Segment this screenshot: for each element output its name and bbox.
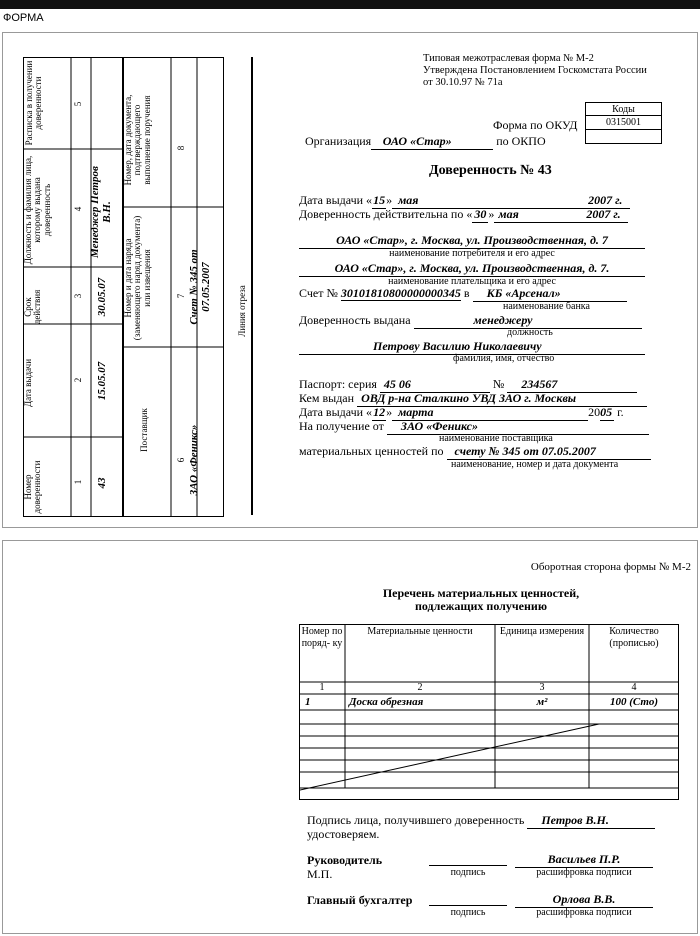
form-header-label: ФОРМА bbox=[3, 12, 44, 24]
org-row bbox=[305, 134, 546, 150]
head-value: Васильев П.Р. bbox=[515, 852, 653, 868]
issue-date-row: Дата выдачи «15» мая 2007 г. bbox=[299, 193, 630, 209]
stub-col1-header: Номер доверенности bbox=[23, 460, 43, 514]
row1-quantity: 100 (Сто) bbox=[610, 696, 658, 708]
head-decode-caption: расшифровка подписи bbox=[536, 867, 632, 878]
stub-col4-value: Менеджер Петров В.Н. bbox=[89, 166, 113, 258]
okud-code: 0315001 bbox=[586, 116, 662, 130]
passport-year-prefix: 20 bbox=[588, 405, 601, 419]
consumer-caption: наименование потребителя и его адрес bbox=[389, 248, 555, 259]
org-value: ОАО «Стар» bbox=[371, 134, 463, 150]
top-bar bbox=[0, 0, 700, 9]
document-title: Доверенность № 43 bbox=[429, 163, 552, 178]
col-materials-num: 2 bbox=[417, 682, 423, 693]
accountant-decode-caption: расшифровка подписи bbox=[536, 907, 632, 918]
form-meta-line3: от 30.10.97 № 71а bbox=[423, 77, 503, 88]
issued-by-value: ОВД р-на Сталкино УВД ЗАО г. Москвы bbox=[357, 391, 647, 407]
issue-month: мая bbox=[392, 193, 588, 209]
cut-line bbox=[251, 57, 253, 515]
passport-no: 234567 bbox=[507, 377, 637, 393]
stub-col8-header: Номер, дата документа, подтверждающего выполнение поручения bbox=[123, 94, 152, 186]
form-meta-line2: Утверждена Постановлением Госкомстата России bbox=[423, 65, 647, 76]
stub-col1-num: 1 bbox=[73, 479, 83, 485]
col-unit-num: 3 bbox=[539, 682, 545, 693]
issued-to-row bbox=[299, 313, 642, 329]
col-quantity-header: Количество (прописью) bbox=[609, 626, 659, 649]
issued-by-label: Кем выдан bbox=[299, 391, 355, 405]
account-row bbox=[299, 286, 627, 302]
doc-value: счету № 345 от 07.05.2007 bbox=[447, 444, 651, 460]
stub-col3-value: 30.05.07 bbox=[96, 277, 108, 317]
row1-material: Доска обрезная bbox=[349, 696, 424, 708]
consumer-value: ОАО «Стар», г. Москва, ул. Производственная, д. 7 bbox=[299, 233, 645, 249]
accountant-label: Главный бухгалтер bbox=[307, 893, 413, 907]
issued-to-label: Доверенность выдана bbox=[299, 313, 411, 327]
recipient-sign-text: Подпись лица, получившего доверенность bbox=[307, 813, 525, 827]
bank-caption: наименование банка bbox=[503, 301, 590, 312]
position-caption: должность bbox=[507, 327, 553, 338]
accountant-sign-caption: подпись bbox=[450, 907, 486, 918]
issue-year: 2007 г. bbox=[588, 193, 630, 209]
col-quantity-num: 4 bbox=[631, 682, 637, 693]
stamp-label: М.П. bbox=[307, 867, 333, 881]
okpo-code bbox=[586, 130, 662, 144]
col-unit-header: Единица измерения bbox=[499, 626, 585, 637]
head-label: Руководитель bbox=[307, 853, 383, 867]
person-value: Петрову Василию Николаевичу bbox=[299, 339, 645, 355]
passport-month: марта bbox=[392, 405, 588, 421]
head-sign-line bbox=[429, 865, 507, 866]
accountant-sign-line bbox=[429, 905, 507, 906]
valid-day: 30 bbox=[474, 207, 487, 221]
cut-line-label: Линия отреза bbox=[237, 285, 247, 337]
bank-prep: в bbox=[463, 286, 470, 300]
stub-col6-header: Поставщик bbox=[139, 408, 149, 452]
recipient-sign-value: Петров В.Н. bbox=[527, 813, 655, 829]
org-label: Организация bbox=[305, 134, 372, 148]
okpo-label: по ОКПО bbox=[496, 134, 546, 148]
back-side-note: Оборотная сторона формы № М-2 bbox=[530, 561, 691, 573]
passport-year: 05 bbox=[600, 405, 613, 419]
stub-col7-value: Счет № 345 от 07.05.2007 bbox=[188, 249, 212, 325]
valid-row: Доверенность действительна по « 30 » мая 2007 г. bbox=[299, 207, 628, 223]
row1-number: 1 bbox=[305, 696, 311, 708]
passport-label: Паспорт: серия bbox=[299, 377, 377, 391]
stub-col4-num: 4 bbox=[73, 206, 83, 212]
col-number-num: 1 bbox=[319, 682, 325, 693]
passport-year-suffix: г. bbox=[617, 405, 624, 419]
stub-col7-num: 7 bbox=[176, 293, 186, 299]
stub-col1-value: 43 bbox=[96, 477, 108, 489]
passport-no-label: № bbox=[492, 377, 505, 391]
stub-col4-header: Должность и фамилия лица, которому выдана доверенность bbox=[23, 155, 52, 265]
stub-col7-header: Номер и дата наряда (заменяющего наряд документа) или извещения bbox=[123, 215, 152, 341]
stub-col3-num: 3 bbox=[73, 293, 83, 299]
issue-day: 15 bbox=[373, 193, 386, 207]
col-materials-header: Материальные ценности bbox=[367, 626, 473, 637]
stub-col2-header: Дата выдачи bbox=[23, 358, 33, 408]
stub-col2-value: 15.05.07 bbox=[96, 361, 108, 401]
okud-label: Форма по ОКУД bbox=[493, 118, 578, 132]
materials-table bbox=[299, 624, 679, 800]
by-doc-label: материальных ценностей по bbox=[299, 444, 444, 458]
stub-col5-num: 5 bbox=[73, 101, 83, 107]
account-label: Счет № bbox=[299, 286, 338, 300]
doc-caption: наименование, номер и дата документа bbox=[451, 459, 619, 470]
form-meta-line1: Типовая межотраслевая форма № М-2 bbox=[423, 53, 594, 64]
codes-table bbox=[585, 102, 662, 144]
account-value: 30101810800000000345 bbox=[340, 286, 461, 300]
valid-label: Доверенность действительна по « bbox=[299, 207, 473, 221]
stub-col3-header: Срок действия bbox=[23, 289, 43, 325]
stub-col5-header: Расписка в получении доверенности bbox=[24, 60, 44, 146]
supplier-value: ЗАО «Феникс» bbox=[387, 419, 649, 435]
back-title bbox=[299, 587, 663, 613]
payer-caption: наименование плательщика и его адрес bbox=[388, 276, 556, 287]
person-caption: фамилия, имя, отчество bbox=[453, 353, 555, 364]
valid-month: мая bbox=[494, 207, 586, 223]
accountant-value: Орлова В.В. bbox=[515, 892, 653, 908]
head-sign-caption: подпись bbox=[450, 867, 486, 878]
passport-day: 12 bbox=[373, 405, 386, 419]
passport-series: 45 06 bbox=[380, 377, 490, 393]
back-title-line1: Перечень материальных ценностей, bbox=[382, 586, 580, 600]
certify-text: удостоверяем. bbox=[307, 827, 380, 841]
passport-date-label: Дата выдачи « bbox=[299, 405, 373, 419]
stub-col6-num: 6 bbox=[176, 457, 186, 463]
stub-col2-num: 2 bbox=[73, 377, 83, 383]
passport-date-row: Дата выдачи «12» марта 2005 г. bbox=[299, 405, 624, 419]
stub-table bbox=[23, 57, 224, 517]
form-meta bbox=[423, 53, 647, 89]
codes-title: Коды bbox=[586, 103, 662, 116]
row1-unit: м² bbox=[536, 696, 548, 708]
bank-value: КБ «Арсенал» bbox=[473, 286, 627, 302]
supplier-caption: наименование поставщика bbox=[439, 433, 553, 444]
stub-col8-num: 8 bbox=[176, 145, 186, 151]
col-number-header: Номер по поряд- ку bbox=[301, 626, 343, 649]
payer-value: ОАО «Стар», г. Москва, ул. Производственная, д. 7. bbox=[299, 261, 645, 277]
issue-date-label: Дата выдачи « bbox=[299, 193, 373, 207]
back-title-line2: подлежащих получению bbox=[414, 599, 548, 613]
materials-grid bbox=[299, 624, 679, 800]
receipt-label: На получение от bbox=[299, 419, 384, 433]
front-page bbox=[2, 32, 698, 528]
position-value: менеджеру bbox=[414, 313, 642, 329]
by-doc-row bbox=[299, 444, 651, 460]
back-page bbox=[2, 540, 698, 934]
stub-col6-value: ЗАО «Феникс» bbox=[188, 424, 200, 496]
valid-year: 2007 г. bbox=[586, 207, 628, 223]
